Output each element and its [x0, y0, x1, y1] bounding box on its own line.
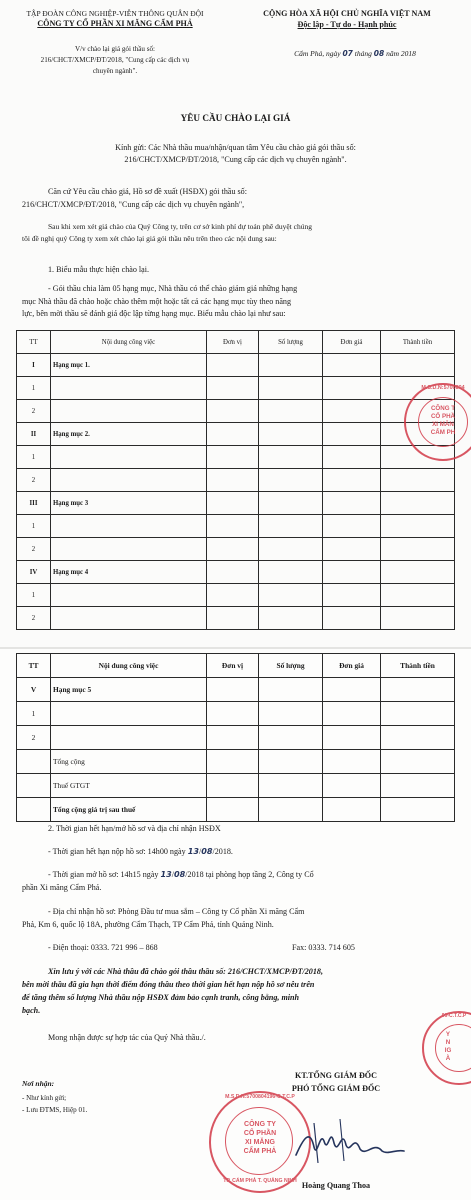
date-month-label: tháng — [354, 49, 372, 58]
address-line: Phả, Km 6, quốc lộ 18A, phường Cẩm Thạch, TP Cẩm Phả, tỉnh Quảng Ninh. — [22, 920, 274, 929]
cell-amount — [381, 750, 455, 774]
cell-unit-price — [323, 515, 381, 538]
seal-line: Y — [445, 1031, 451, 1038]
cell-unit — [207, 515, 259, 538]
table-row — [17, 423, 455, 446]
cell-amount — [381, 469, 455, 492]
paragraph-request — [22, 221, 462, 245]
deadline-day: 13 — [187, 846, 199, 856]
cell-unit-price — [323, 377, 381, 400]
fax: Fax: 0333. 714 605 — [292, 943, 355, 952]
seal-line: CẨM PHẢ — [243, 1148, 277, 1155]
table-row — [17, 354, 455, 377]
cell-quantity — [259, 515, 323, 538]
row-content: Tổng cộng giá trị sau thuế — [51, 798, 207, 822]
paragraph-line: mục Nhà thầu đã chào hoặc chào thêm một hoặc tất cả các hạng mục tùy theo năng — [22, 296, 292, 306]
row-number: 2 — [17, 400, 51, 423]
table-row — [17, 515, 455, 538]
signer-role-1: KT.TỔNG GIÁM ĐỐC — [295, 1071, 377, 1080]
cell-unit — [207, 607, 259, 630]
cell-unit-price — [323, 702, 381, 726]
cell-amount — [381, 492, 455, 515]
cell-quantity — [259, 469, 323, 492]
deadline-line: - Thời gian hết hạn nộp hồ sơ: 14h00 ngày 13/08/2018. — [48, 846, 233, 856]
cell-unit — [207, 750, 259, 774]
row-content: Thuế GTGT — [51, 774, 207, 798]
cell-unit-price — [323, 726, 381, 750]
cell-unit — [207, 469, 259, 492]
opening-day: 13 — [160, 869, 172, 879]
paragraph-line: 216/CHCT/XMCP/ĐT/2018, "Cung cấp các dịch vụ chuyên ngành", — [22, 200, 245, 209]
reference-block — [2, 44, 228, 77]
cell-amount — [381, 702, 455, 726]
row-content — [51, 538, 207, 561]
row-number — [17, 798, 51, 822]
cell-amount — [381, 774, 455, 798]
signer-name: Hoàng Quang Thoa — [301, 1181, 371, 1190]
row-content: Hạng mục 2. — [51, 423, 207, 446]
cell-quantity — [259, 423, 323, 446]
table-row — [17, 561, 455, 584]
cell-quantity — [259, 607, 323, 630]
cell-unit-price — [323, 561, 381, 584]
cell-quantity — [259, 584, 323, 607]
cell-amount — [381, 561, 455, 584]
table-row — [17, 377, 455, 400]
row-number: 1 — [17, 377, 51, 400]
cell-unit — [207, 377, 259, 400]
opening-text: - Thời gian mở hồ sơ: 14h15 ngày — [48, 870, 159, 879]
row-content: Hạng mục 5 — [51, 678, 207, 702]
cell-unit-price — [323, 678, 381, 702]
table-row — [17, 607, 455, 630]
org-parent: TẬP ĐOÀN CÔNG NGHIỆP-VIỄN THÔNG QUÂN ĐỘI — [26, 9, 204, 18]
cell-unit-price — [323, 423, 381, 446]
cell-unit-price — [323, 400, 381, 423]
cell-amount — [381, 584, 455, 607]
header-content: Nội dung công việc — [51, 331, 207, 354]
page-2 — [0, 649, 471, 1200]
row-number: I — [17, 354, 51, 377]
row-number: 2 — [17, 607, 51, 630]
cell-unit — [207, 726, 259, 750]
cell-quantity — [259, 678, 323, 702]
row-number: IV — [17, 561, 51, 584]
table-row — [17, 538, 455, 561]
table-row — [17, 726, 455, 750]
cell-unit-price — [323, 446, 381, 469]
address-block — [22, 905, 462, 931]
cell-unit — [207, 584, 259, 607]
cell-unit-price — [323, 492, 381, 515]
deadline-year: /2018. — [212, 847, 233, 856]
date-day: 07 — [342, 49, 353, 58]
signer-role-2: PHÓ TỔNG GIÁM ĐỐC — [291, 1084, 381, 1093]
opening-line: phần Xi măng Cẩm Phả. — [22, 883, 102, 892]
seal-line: CỔ PHẦN — [243, 1130, 277, 1137]
motto: Độc lập - Tự do - Hạnh phúc — [297, 20, 397, 29]
header-amount: Thành tiền — [381, 331, 455, 354]
header-quantity: Số lượng — [259, 654, 323, 678]
recipient-line: 216/CHCT/XMCP/ĐT/2018, "Cung cấp các dịch vụ chuyên ngành". — [124, 155, 347, 164]
recipient-line: Kính gửi: Các Nhà thầu mua/nhận/quan tâm Yêu cầu chào giá gói thầu số: — [115, 143, 356, 152]
row-content: Hạng mục 1. — [51, 354, 207, 377]
note-line: bên mời thầu đã gia hạn thời điểm đóng thầu theo thời gian hết hạn nộp hồ sơ nêu trên — [22, 980, 315, 989]
row-number — [17, 774, 51, 798]
row-content — [51, 584, 207, 607]
cell-quantity — [259, 538, 323, 561]
cell-quantity — [259, 400, 323, 423]
cell-unit-price — [323, 354, 381, 377]
cell-amount — [381, 798, 455, 822]
document-title: YÊU CẦU CHÀO LẠI GIÁ — [180, 113, 291, 123]
header-unit-price: Đơn giá — [323, 331, 381, 354]
seal-line: XI MĂNG — [245, 1139, 275, 1146]
cell-amount — [381, 678, 455, 702]
row-number: 1 — [17, 584, 51, 607]
table-row — [17, 702, 455, 726]
table-row — [17, 446, 455, 469]
cell-quantity — [259, 377, 323, 400]
cell-unit — [207, 538, 259, 561]
table-row — [17, 678, 455, 702]
date-year: năm 2018 — [386, 49, 416, 58]
seal-line: CÔNG TY — [244, 1121, 276, 1128]
row-number: 1 — [17, 446, 51, 469]
row-number: V — [17, 678, 51, 702]
cell-unit-price — [323, 798, 381, 822]
section-2-heading: 2. Thời gian hết hạn/mở hồ sơ và địa chỉ nhận HSĐX — [48, 824, 221, 833]
cell-unit — [207, 446, 259, 469]
seal-line: CÔNG T — [430, 405, 456, 412]
price-table-page2 — [16, 653, 455, 822]
table-row — [17, 798, 455, 822]
note-line: bạch. — [22, 1006, 41, 1015]
date-month: 08 — [373, 49, 385, 58]
row-content — [51, 607, 207, 630]
cell-amount — [381, 538, 455, 561]
cell-unit-price — [323, 584, 381, 607]
note-line: Xin lưu ý với các Nhà thầu đã chào gói thầu thầu số: 216/CHCT/XMCP/ĐT/2018, — [48, 967, 323, 976]
cell-quantity — [259, 726, 323, 750]
header-amount: Thành tiền — [381, 654, 455, 678]
cell-amount — [381, 515, 455, 538]
cell-unit-price — [323, 469, 381, 492]
cell-unit — [207, 798, 259, 822]
row-number: 2 — [17, 469, 51, 492]
cell-amount — [381, 726, 455, 750]
deadline-month: 08 — [201, 846, 213, 856]
seal-line: À — [445, 1055, 451, 1062]
paragraph-basis — [22, 185, 462, 211]
cell-unit-price — [323, 774, 381, 798]
cell-unit — [207, 400, 259, 423]
price-table-page1 — [16, 330, 455, 630]
table-row — [17, 750, 455, 774]
row-content — [51, 400, 207, 423]
cell-quantity — [259, 774, 323, 798]
date-line — [250, 49, 460, 58]
seal-line: IG — [444, 1047, 452, 1054]
table-row — [17, 469, 455, 492]
header-quantity: Số lượng — [259, 331, 323, 354]
closing-line: Mong nhận được sự hợp tác của Quý Nhà thầu./. — [48, 1033, 206, 1042]
seal-line: N — [445, 1039, 451, 1046]
opening-month: 08 — [174, 869, 186, 879]
seal-line: CẨM PH — [430, 429, 456, 436]
header-unit: Đơn vị — [207, 654, 259, 678]
row-content — [51, 515, 207, 538]
header-unit: Đơn vị — [207, 331, 259, 354]
cell-quantity — [259, 702, 323, 726]
header-tt: TT — [17, 654, 51, 678]
row-content — [51, 469, 207, 492]
row-number — [17, 750, 51, 774]
ref-line: V/v chào lại giá gói thầu số: — [75, 45, 155, 53]
paragraph-line: Căn cứ Yêu cầu chào giá, Hồ sơ đề xuất (HSĐX) gói thầu số: — [48, 187, 247, 196]
row-number: 2 — [17, 726, 51, 750]
cell-unit-price — [323, 538, 381, 561]
cell-quantity — [259, 354, 323, 377]
cell-unit — [207, 678, 259, 702]
cell-quantity — [259, 750, 323, 774]
cell-unit — [207, 492, 259, 515]
deadline-text: - Thời gian hết hạn nộp hồ sơ: 14h00 ngày — [48, 847, 186, 856]
seal-line: XI MĂN — [432, 421, 454, 428]
seal-ring-top: M.S.D.N:5700804196-C.T.C.P — [225, 1094, 295, 1100]
table-row — [17, 400, 455, 423]
cell-unit-price — [323, 607, 381, 630]
recipients-list — [22, 1092, 87, 1116]
org-name: CÔNG TY CỔ PHẦN XI MĂNG CẨM PHẢ — [37, 19, 193, 28]
paragraph-line: tôi đề nghị quý Công ty xem xét chào lại giá gói thầu nêu trên theo các nội dung sau: — [22, 234, 277, 243]
recipient-item: - Như kính gửi; — [22, 1094, 67, 1102]
paragraph-lots — [22, 283, 462, 321]
row-content: Hạng mục 4 — [51, 561, 207, 584]
note-block — [22, 965, 462, 1017]
seal-ring-text: M.S.D.N:5700804 — [421, 385, 465, 391]
paragraph-line: Sau khi xem xét giá chào của Quý Công ty, trên cơ sở kinh phí dự toán phê duyệt chúng — [48, 222, 312, 231]
cell-unit — [207, 423, 259, 446]
ref-line: 216/CHCT/XMCP/ĐT/2018, "Cung cấp các dịch vụ — [40, 56, 190, 64]
handwritten-signature — [290, 1111, 410, 1171]
cell-amount — [381, 354, 455, 377]
phone: - Điện thoại: 0333. 721 996 – 868 — [48, 943, 158, 952]
table-header-row — [17, 331, 455, 354]
section-1-heading: 1. Biểu mẫu thực hiện chào lại. — [48, 265, 150, 274]
row-number: III — [17, 492, 51, 515]
opening-line: - Thời gian mở hồ sơ: 14h15 ngày 13/08/2018 tại phòng họp tầng 2, Công ty Cổ — [48, 869, 314, 879]
cell-unit — [207, 774, 259, 798]
opening-block — [22, 868, 462, 894]
seal-line: CỔ PHẦ — [430, 413, 456, 420]
cell-amount — [381, 607, 455, 630]
table-row — [17, 492, 455, 515]
cell-quantity — [259, 561, 323, 584]
header-unit-price: Đơn giá — [323, 654, 381, 678]
paragraph-line: - Gói thầu chia làm 05 hạng mục, Nhà thầu có thể chào giảm giá những hạng — [48, 284, 298, 293]
table-header-row — [17, 654, 455, 678]
header-content: Nội dung công việc — [51, 654, 207, 678]
cell-unit — [207, 561, 259, 584]
table-row — [17, 584, 455, 607]
table-row — [17, 774, 455, 798]
recipients-heading: Nơi nhận: — [22, 1079, 55, 1088]
address-line: - Địa chỉ nhận hồ sơ: Phòng Đầu tư mua sắm – Công ty Cổ phần Xi măng Cẩm — [48, 907, 305, 916]
cell-quantity — [259, 446, 323, 469]
row-content: Hạng mục 3 — [51, 492, 207, 515]
row-content — [51, 702, 207, 726]
row-content — [51, 726, 207, 750]
ref-line: chuyên ngành". — [92, 67, 138, 75]
row-number: 1 — [17, 702, 51, 726]
cell-unit — [207, 354, 259, 377]
seal-ring-text: 96-C.T.C.P — [441, 1013, 467, 1019]
country-name: CỘNG HÒA XÃ HỘI CHỦ NGHĨA VIỆT NAM — [263, 9, 431, 18]
row-number: 1 — [17, 515, 51, 538]
header-tt: TT — [17, 331, 51, 354]
recipient-block — [10, 142, 461, 166]
cell-unit — [207, 702, 259, 726]
cell-quantity — [259, 492, 323, 515]
row-number: 2 — [17, 538, 51, 561]
opening-rest: /2018 tại phòng họp tầng 2, Công ty Cổ — [185, 870, 314, 879]
seal-ring-bottom: TP. CẨM PHẢ T. QUẢNG NINH — [223, 1178, 297, 1184]
row-content — [51, 446, 207, 469]
row-content — [51, 377, 207, 400]
cell-unit-price — [323, 750, 381, 774]
paragraph-line: lực, bên mời thầu sẽ đánh giá độc lập từng hạng mục. Biểu mẫu chào lại như sau: — [22, 309, 286, 318]
note-line: để tăng thêm số lượng Nhà thầu nộp HSĐX đảm bảo cạnh tranh, công bằng, minh — [22, 993, 300, 1002]
recipient-item: - Lưu ĐTMS, Hiệp 01. — [22, 1106, 88, 1114]
cell-quantity — [259, 798, 323, 822]
row-content: Tổng cộng — [51, 750, 207, 774]
date-prefix: Cẩm Phả, ngày — [294, 49, 341, 58]
row-number: II — [17, 423, 51, 446]
